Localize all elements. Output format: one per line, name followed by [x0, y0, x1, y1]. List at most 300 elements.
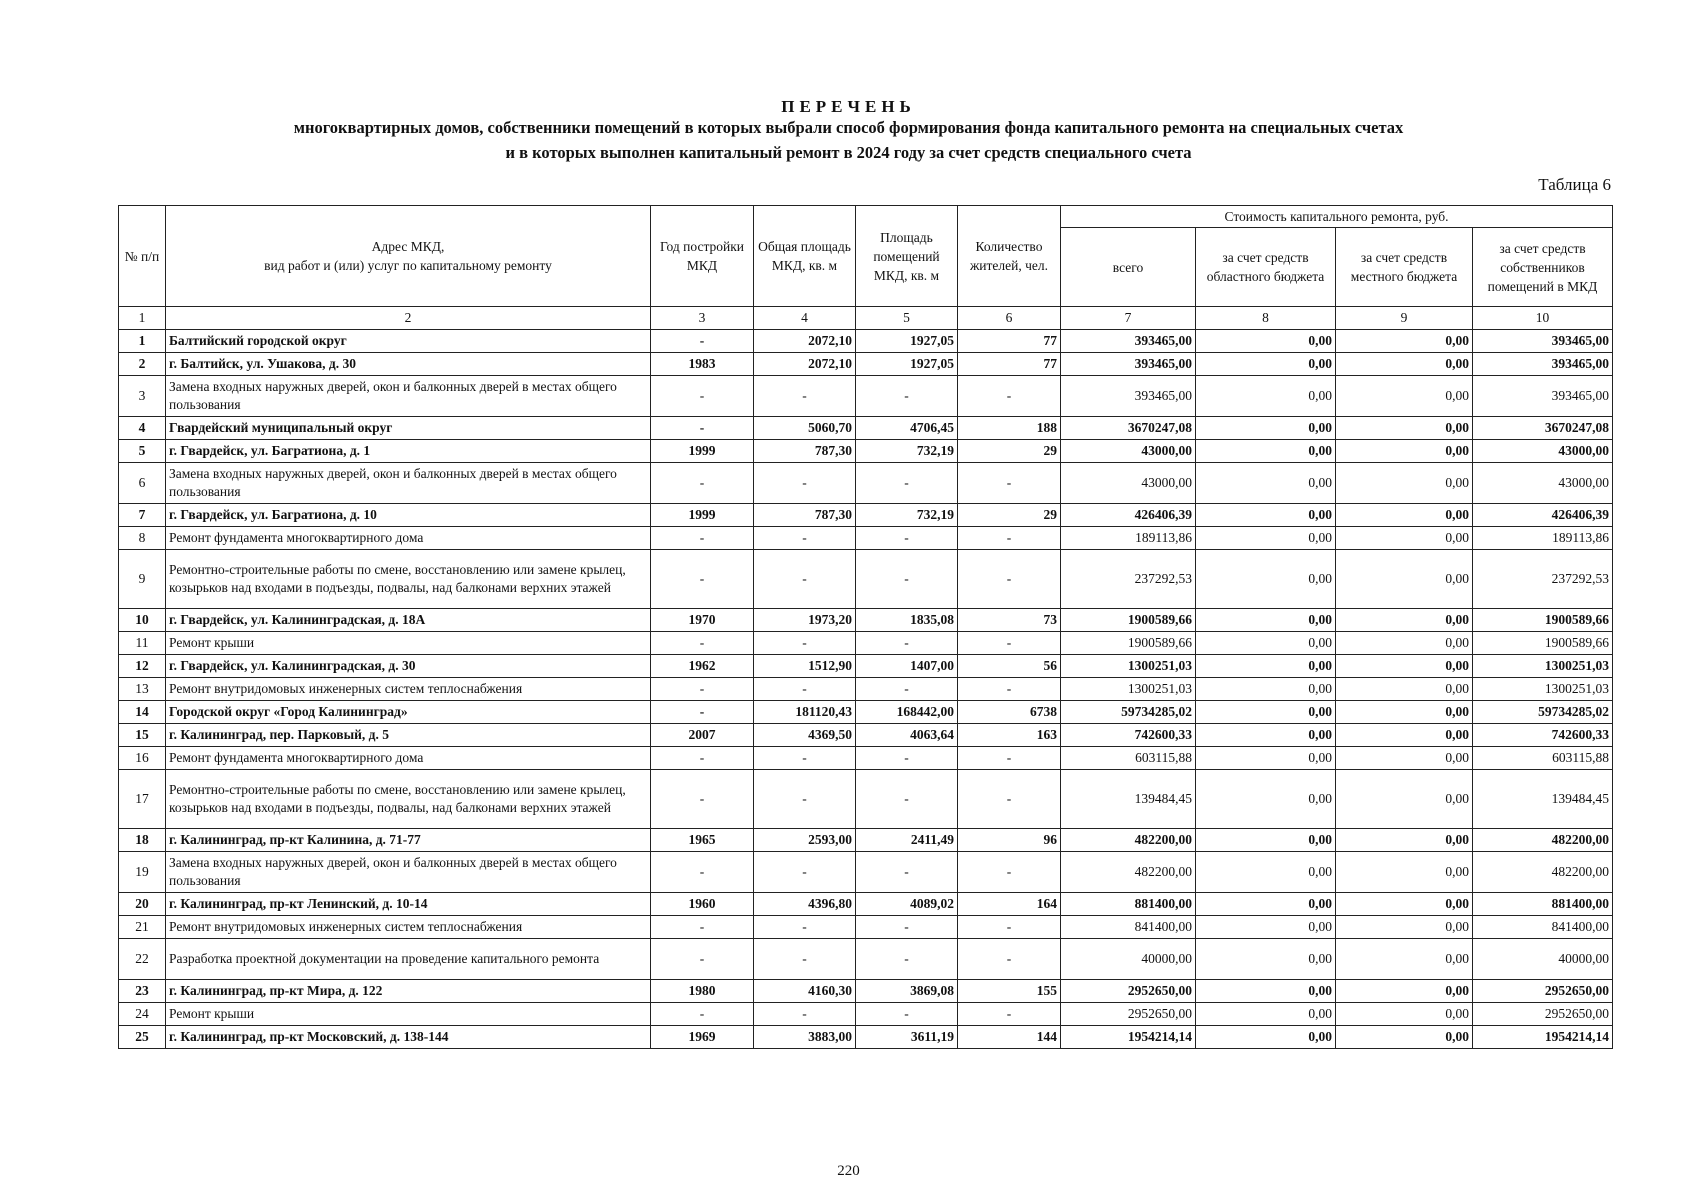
row-number: 10: [119, 609, 166, 632]
row-year: -: [651, 376, 754, 417]
table-row: [119, 852, 1613, 893]
row-cost-owners: 2952650,00: [1473, 1003, 1613, 1026]
row-residents: 29: [958, 504, 1061, 527]
row-cost-regional: 0,00: [1196, 770, 1336, 829]
row-premises-area: -: [856, 678, 958, 701]
repair-table: [118, 205, 1613, 1049]
row-year: 1970: [651, 609, 754, 632]
row-cost-total: 482200,00: [1061, 829, 1196, 852]
row-residents: 144: [958, 1026, 1061, 1049]
table-row: [119, 463, 1613, 504]
row-cost-local: 0,00: [1336, 655, 1473, 678]
row-total-area: -: [754, 463, 856, 504]
row-cost-owners: 393465,00: [1473, 353, 1613, 376]
table-row: [119, 1003, 1613, 1026]
table-label: Таблица 6: [1538, 175, 1611, 194]
row-number: 22: [119, 939, 166, 980]
row-cost-local: 0,00: [1336, 893, 1473, 916]
row-cost-regional: 0,00: [1196, 655, 1336, 678]
table-row: [119, 527, 1613, 550]
row-cost-local: 0,00: [1336, 417, 1473, 440]
row-number: 21: [119, 916, 166, 939]
row-cost-regional: 0,00: [1196, 747, 1336, 770]
row-year: -: [651, 678, 754, 701]
document-subtitle-line1: многоквартирных домов, собственники помещений в которых выбрали способ формирования фонда капитального ремонта на специальных счетах: [293, 118, 1404, 137]
row-cost-regional: 0,00: [1196, 724, 1336, 747]
row-cost-owners: 742600,33: [1473, 724, 1613, 747]
table-row: [119, 939, 1613, 980]
row-cost-total: 43000,00: [1061, 440, 1196, 463]
row-cost-regional: 0,00: [1196, 463, 1336, 504]
row-name: Разработка проектной документации на проведение капитального ремонта: [166, 939, 651, 980]
row-total-area: -: [754, 678, 856, 701]
row-year: -: [651, 632, 754, 655]
row-cost-total: 393465,00: [1061, 353, 1196, 376]
row-name: Ремонт фундамента многоквартирного дома: [166, 527, 651, 550]
row-number: 4: [119, 417, 166, 440]
row-premises-area: -: [856, 463, 958, 504]
row-cost-local: 0,00: [1336, 770, 1473, 829]
row-residents: -: [958, 550, 1061, 609]
row-residents: -: [958, 527, 1061, 550]
row-year: -: [651, 527, 754, 550]
header-premises-area: Площадь помещений МКД, кв. м: [856, 206, 958, 307]
row-cost-owners: 237292,53: [1473, 550, 1613, 609]
row-cost-regional: 0,00: [1196, 1026, 1336, 1049]
row-premises-area: 3611,19: [856, 1026, 958, 1049]
row-cost-owners: 1900589,66: [1473, 632, 1613, 655]
row-residents: -: [958, 1003, 1061, 1026]
row-cost-regional: 0,00: [1196, 1003, 1336, 1026]
row-name: г. Калининград, пр-кт Московский, д. 138-144: [166, 1026, 651, 1049]
row-number: 20: [119, 893, 166, 916]
row-number: 16: [119, 747, 166, 770]
row-premises-area: 4089,02: [856, 893, 958, 916]
row-number: 18: [119, 829, 166, 852]
row-name: г. Гвардейск, ул. Калининградская, д. 18А: [166, 609, 651, 632]
row-residents: -: [958, 632, 1061, 655]
row-total-area: 1512,90: [754, 655, 856, 678]
table-row: [119, 330, 1613, 353]
row-total-area: -: [754, 770, 856, 829]
row-residents: 96: [958, 829, 1061, 852]
header-address: Адрес МКД, вид работ и (или) услуг по капитальному ремонту: [166, 206, 651, 307]
row-cost-local: 0,00: [1336, 463, 1473, 504]
row-total-area: -: [754, 852, 856, 893]
row-premises-area: -: [856, 1003, 958, 1026]
row-residents: 155: [958, 980, 1061, 1003]
row-total-area: 2593,00: [754, 829, 856, 852]
row-premises-area: -: [856, 527, 958, 550]
row-cost-owners: 1900589,66: [1473, 609, 1613, 632]
row-residents: -: [958, 939, 1061, 980]
row-residents: -: [958, 916, 1061, 939]
row-residents: -: [958, 747, 1061, 770]
colnum: 5: [856, 307, 958, 330]
row-cost-owners: 40000,00: [1473, 939, 1613, 980]
table-row: [119, 747, 1613, 770]
row-residents: 77: [958, 330, 1061, 353]
row-residents: 164: [958, 893, 1061, 916]
colnum: 10: [1473, 307, 1613, 330]
row-cost-regional: 0,00: [1196, 829, 1336, 852]
row-name: Ремонт внутридомовых инженерных систем теплоснабжения: [166, 678, 651, 701]
row-total-area: 787,30: [754, 504, 856, 527]
colnum: 4: [754, 307, 856, 330]
row-total-area: 4396,80: [754, 893, 856, 916]
row-number: 1: [119, 330, 166, 353]
row-name: Ремонт крыши: [166, 632, 651, 655]
row-cost-local: 0,00: [1336, 527, 1473, 550]
row-cost-owners: 1300251,03: [1473, 655, 1613, 678]
row-number: 25: [119, 1026, 166, 1049]
row-total-area: 3883,00: [754, 1026, 856, 1049]
row-residents: 163: [958, 724, 1061, 747]
row-year: -: [651, 747, 754, 770]
row-number: 12: [119, 655, 166, 678]
row-cost-local: 0,00: [1336, 852, 1473, 893]
row-name: г. Гвардейск, ул. Багратиона, д. 1: [166, 440, 651, 463]
row-number: 24: [119, 1003, 166, 1026]
row-cost-total: 393465,00: [1061, 376, 1196, 417]
row-total-area: -: [754, 527, 856, 550]
table-row: [119, 770, 1613, 829]
row-year: 1999: [651, 440, 754, 463]
row-residents: -: [958, 463, 1061, 504]
row-cost-total: 1954214,14: [1061, 1026, 1196, 1049]
row-total-area: 2072,10: [754, 353, 856, 376]
row-year: -: [651, 701, 754, 724]
row-cost-owners: 3670247,08: [1473, 417, 1613, 440]
row-residents: 29: [958, 440, 1061, 463]
row-cost-total: 2952650,00: [1061, 1003, 1196, 1026]
row-total-area: -: [754, 747, 856, 770]
row-cost-total: 841400,00: [1061, 916, 1196, 939]
row-name: Замена входных наружных дверей, окон и балконных дверей в местах общего пользования: [166, 463, 651, 504]
row-cost-owners: 482200,00: [1473, 852, 1613, 893]
row-year: -: [651, 852, 754, 893]
row-residents: 73: [958, 609, 1061, 632]
row-year: 1962: [651, 655, 754, 678]
row-name: Ремонт внутридомовых инженерных систем теплоснабжения: [166, 916, 651, 939]
row-cost-owners: 43000,00: [1473, 440, 1613, 463]
row-residents: 77: [958, 353, 1061, 376]
row-number: 19: [119, 852, 166, 893]
table-row: [119, 417, 1613, 440]
row-premises-area: 1835,08: [856, 609, 958, 632]
row-number: 7: [119, 504, 166, 527]
row-cost-total: 482200,00: [1061, 852, 1196, 893]
row-cost-owners: 482200,00: [1473, 829, 1613, 852]
row-cost-regional: 0,00: [1196, 632, 1336, 655]
header-residents: Количество жителей, чел.: [958, 206, 1061, 307]
row-cost-total: 43000,00: [1061, 463, 1196, 504]
row-premises-area: 1927,05: [856, 353, 958, 376]
row-cost-local: 0,00: [1336, 1026, 1473, 1049]
row-cost-total: 881400,00: [1061, 893, 1196, 916]
row-cost-local: 0,00: [1336, 724, 1473, 747]
row-number: 3: [119, 376, 166, 417]
row-year: -: [651, 330, 754, 353]
row-cost-regional: 0,00: [1196, 852, 1336, 893]
row-residents: 6738: [958, 701, 1061, 724]
table-row: [119, 504, 1613, 527]
row-premises-area: -: [856, 916, 958, 939]
document-title: ПЕРЕЧЕНЬ: [781, 97, 916, 116]
row-cost-owners: 426406,39: [1473, 504, 1613, 527]
row-total-area: 2072,10: [754, 330, 856, 353]
row-cost-total: 189113,86: [1061, 527, 1196, 550]
row-cost-regional: 0,00: [1196, 504, 1336, 527]
table-row: [119, 655, 1613, 678]
table-row: [119, 701, 1613, 724]
row-cost-total: 237292,53: [1061, 550, 1196, 609]
row-cost-owners: 189113,86: [1473, 527, 1613, 550]
colnum: 1: [119, 307, 166, 330]
row-year: 1965: [651, 829, 754, 852]
row-cost-regional: 0,00: [1196, 939, 1336, 980]
row-total-area: 4369,50: [754, 724, 856, 747]
row-cost-local: 0,00: [1336, 701, 1473, 724]
row-total-area: -: [754, 939, 856, 980]
row-cost-owners: 841400,00: [1473, 916, 1613, 939]
row-name: Ремонт крыши: [166, 1003, 651, 1026]
row-total-area: -: [754, 550, 856, 609]
row-total-area: 4160,30: [754, 980, 856, 1003]
row-total-area: -: [754, 376, 856, 417]
row-year: 1969: [651, 1026, 754, 1049]
row-total-area: -: [754, 916, 856, 939]
row-year: -: [651, 1003, 754, 1026]
row-cost-total: 603115,88: [1061, 747, 1196, 770]
table-row: [119, 1026, 1613, 1049]
row-total-area: 5060,70: [754, 417, 856, 440]
row-premises-area: -: [856, 632, 958, 655]
row-name: г. Калининград, пр-кт Калинина, д. 71-77: [166, 829, 651, 852]
row-cost-total: 2952650,00: [1061, 980, 1196, 1003]
row-cost-regional: 0,00: [1196, 417, 1336, 440]
table-row: [119, 376, 1613, 417]
row-cost-owners: 43000,00: [1473, 463, 1613, 504]
row-premises-area: -: [856, 770, 958, 829]
row-cost-total: 139484,45: [1061, 770, 1196, 829]
row-name: г. Калининград, пр-кт Ленинский, д. 10-14: [166, 893, 651, 916]
row-premises-area: 4706,45: [856, 417, 958, 440]
row-number: 5: [119, 440, 166, 463]
row-name: г. Балтийск, ул. Ушакова, д. 30: [166, 353, 651, 376]
row-year: 2007: [651, 724, 754, 747]
row-cost-local: 0,00: [1336, 550, 1473, 609]
row-cost-regional: 0,00: [1196, 527, 1336, 550]
row-premises-area: 2411,49: [856, 829, 958, 852]
row-premises-area: 1407,00: [856, 655, 958, 678]
row-year: 1983: [651, 353, 754, 376]
row-name: г. Гвардейск, ул. Багратиона, д. 10: [166, 504, 651, 527]
row-cost-owners: 393465,00: [1473, 330, 1613, 353]
row-name: Городской округ «Город Калининград»: [166, 701, 651, 724]
header-cost-local: за счет средств местного бюджета: [1336, 228, 1473, 307]
header-year: Год постройки МКД: [651, 206, 754, 307]
header-cost-regional: за счет средств областного бюджета: [1196, 228, 1336, 307]
header-cost-total: всего: [1061, 228, 1196, 307]
row-total-area: 181120,43: [754, 701, 856, 724]
row-year: 1960: [651, 893, 754, 916]
row-name: г. Гвардейск, ул. Калининградская, д. 30: [166, 655, 651, 678]
column-number-row: [119, 307, 1613, 330]
row-year: 1980: [651, 980, 754, 1003]
table-row: [119, 440, 1613, 463]
row-cost-owners: 2952650,00: [1473, 980, 1613, 1003]
row-year: -: [651, 939, 754, 980]
row-cost-regional: 0,00: [1196, 609, 1336, 632]
row-number: 15: [119, 724, 166, 747]
row-number: 8: [119, 527, 166, 550]
colnum: 7: [1061, 307, 1196, 330]
row-premises-area: -: [856, 550, 958, 609]
table-row: [119, 550, 1613, 609]
row-year: -: [651, 550, 754, 609]
row-cost-owners: 393465,00: [1473, 376, 1613, 417]
row-name: Ремонтно-строительные работы по смене, восстановлению или замене крылец, козырьков над входами в подъезды, подвалы, над балконами верхних этажей: [166, 550, 651, 609]
row-number: 6: [119, 463, 166, 504]
row-cost-total: 1900589,66: [1061, 632, 1196, 655]
row-premises-area: -: [856, 747, 958, 770]
row-number: 9: [119, 550, 166, 609]
row-number: 11: [119, 632, 166, 655]
row-cost-local: 0,00: [1336, 376, 1473, 417]
row-cost-total: 1300251,03: [1061, 655, 1196, 678]
row-number: 2: [119, 353, 166, 376]
header-cost-group: Стоимость капитального ремонта, руб.: [1061, 206, 1613, 228]
row-name: г. Калининград, пр-кт Мира, д. 122: [166, 980, 651, 1003]
row-cost-regional: 0,00: [1196, 701, 1336, 724]
row-premises-area: -: [856, 939, 958, 980]
row-residents: -: [958, 770, 1061, 829]
row-cost-total: 59734285,02: [1061, 701, 1196, 724]
row-cost-regional: 0,00: [1196, 440, 1336, 463]
row-cost-owners: 59734285,02: [1473, 701, 1613, 724]
row-cost-total: 1900589,66: [1061, 609, 1196, 632]
row-cost-owners: 1954214,14: [1473, 1026, 1613, 1049]
row-name: Замена входных наружных дверей, окон и балконных дверей в местах общего пользования: [166, 376, 651, 417]
colnum: 2: [166, 307, 651, 330]
row-cost-local: 0,00: [1336, 440, 1473, 463]
row-premises-area: 3869,08: [856, 980, 958, 1003]
row-name: Ремонтно-строительные работы по смене, восстановлению или замене крылец, козырьков над входами в подъезды, подвалы, над балконами верхних этажей: [166, 770, 651, 829]
colnum: 8: [1196, 307, 1336, 330]
row-cost-owners: 881400,00: [1473, 893, 1613, 916]
row-cost-regional: 0,00: [1196, 330, 1336, 353]
row-cost-local: 0,00: [1336, 747, 1473, 770]
row-premises-area: 1927,05: [856, 330, 958, 353]
row-premises-area: 732,19: [856, 504, 958, 527]
row-name: Балтийский городской округ: [166, 330, 651, 353]
row-cost-total: 742600,33: [1061, 724, 1196, 747]
row-number: 13: [119, 678, 166, 701]
row-residents: 56: [958, 655, 1061, 678]
table-row: [119, 893, 1613, 916]
row-cost-regional: 0,00: [1196, 893, 1336, 916]
colnum: 6: [958, 307, 1061, 330]
row-cost-total: 426406,39: [1061, 504, 1196, 527]
row-premises-area: 732,19: [856, 440, 958, 463]
row-residents: -: [958, 678, 1061, 701]
row-cost-regional: 0,00: [1196, 376, 1336, 417]
row-residents: 188: [958, 417, 1061, 440]
table-row: [119, 980, 1613, 1003]
row-year: -: [651, 916, 754, 939]
table-row: [119, 724, 1613, 747]
table-row: [119, 829, 1613, 852]
row-cost-owners: 139484,45: [1473, 770, 1613, 829]
row-cost-local: 0,00: [1336, 829, 1473, 852]
row-cost-owners: 603115,88: [1473, 747, 1613, 770]
row-premises-area: 4063,64: [856, 724, 958, 747]
table-row: [119, 353, 1613, 376]
row-year: -: [651, 770, 754, 829]
row-total-area: 787,30: [754, 440, 856, 463]
row-name: г. Калининград, пер. Парковый, д. 5: [166, 724, 651, 747]
row-total-area: 1973,20: [754, 609, 856, 632]
row-cost-total: 40000,00: [1061, 939, 1196, 980]
colnum: 9: [1336, 307, 1473, 330]
header-total-area: Общая площадь МКД, кв. м: [754, 206, 856, 307]
row-number: 14: [119, 701, 166, 724]
row-cost-local: 0,00: [1336, 353, 1473, 376]
header-cost-owners: за счет средств собственников помещений в МКД: [1473, 228, 1613, 307]
row-cost-total: 393465,00: [1061, 330, 1196, 353]
row-cost-regional: 0,00: [1196, 678, 1336, 701]
row-cost-total: 1300251,03: [1061, 678, 1196, 701]
row-name: Гвардейский муниципальный округ: [166, 417, 651, 440]
row-cost-local: 0,00: [1336, 678, 1473, 701]
page-number: 220: [837, 1163, 860, 1179]
row-cost-regional: 0,00: [1196, 353, 1336, 376]
row-year: -: [651, 417, 754, 440]
header-num: № п/п: [119, 206, 166, 307]
row-cost-local: 0,00: [1336, 504, 1473, 527]
row-year: 1999: [651, 504, 754, 527]
row-name: Замена входных наружных дверей, окон и балконных дверей в местах общего пользования: [166, 852, 651, 893]
row-name: Ремонт фундамента многоквартирного дома: [166, 747, 651, 770]
row-cost-regional: 0,00: [1196, 980, 1336, 1003]
table-row: [119, 632, 1613, 655]
row-premises-area: -: [856, 376, 958, 417]
row-year: -: [651, 463, 754, 504]
row-cost-local: 0,00: [1336, 939, 1473, 980]
row-cost-local: 0,00: [1336, 916, 1473, 939]
row-cost-local: 0,00: [1336, 980, 1473, 1003]
row-total-area: -: [754, 632, 856, 655]
row-total-area: -: [754, 1003, 856, 1026]
document-subtitle-line2: и в которых выполнен капитальный ремонт в 2024 году за счет средств специального счета: [505, 143, 1192, 162]
colnum: 3: [651, 307, 754, 330]
row-residents: -: [958, 852, 1061, 893]
row-cost-total: 3670247,08: [1061, 417, 1196, 440]
row-cost-local: 0,00: [1336, 330, 1473, 353]
row-cost-local: 0,00: [1336, 609, 1473, 632]
row-premises-area: 168442,00: [856, 701, 958, 724]
row-premises-area: -: [856, 852, 958, 893]
row-cost-regional: 0,00: [1196, 550, 1336, 609]
row-cost-local: 0,00: [1336, 632, 1473, 655]
table-row: [119, 609, 1613, 632]
row-cost-regional: 0,00: [1196, 916, 1336, 939]
row-cost-owners: 1300251,03: [1473, 678, 1613, 701]
row-number: 17: [119, 770, 166, 829]
row-cost-local: 0,00: [1336, 1003, 1473, 1026]
table-row: [119, 678, 1613, 701]
